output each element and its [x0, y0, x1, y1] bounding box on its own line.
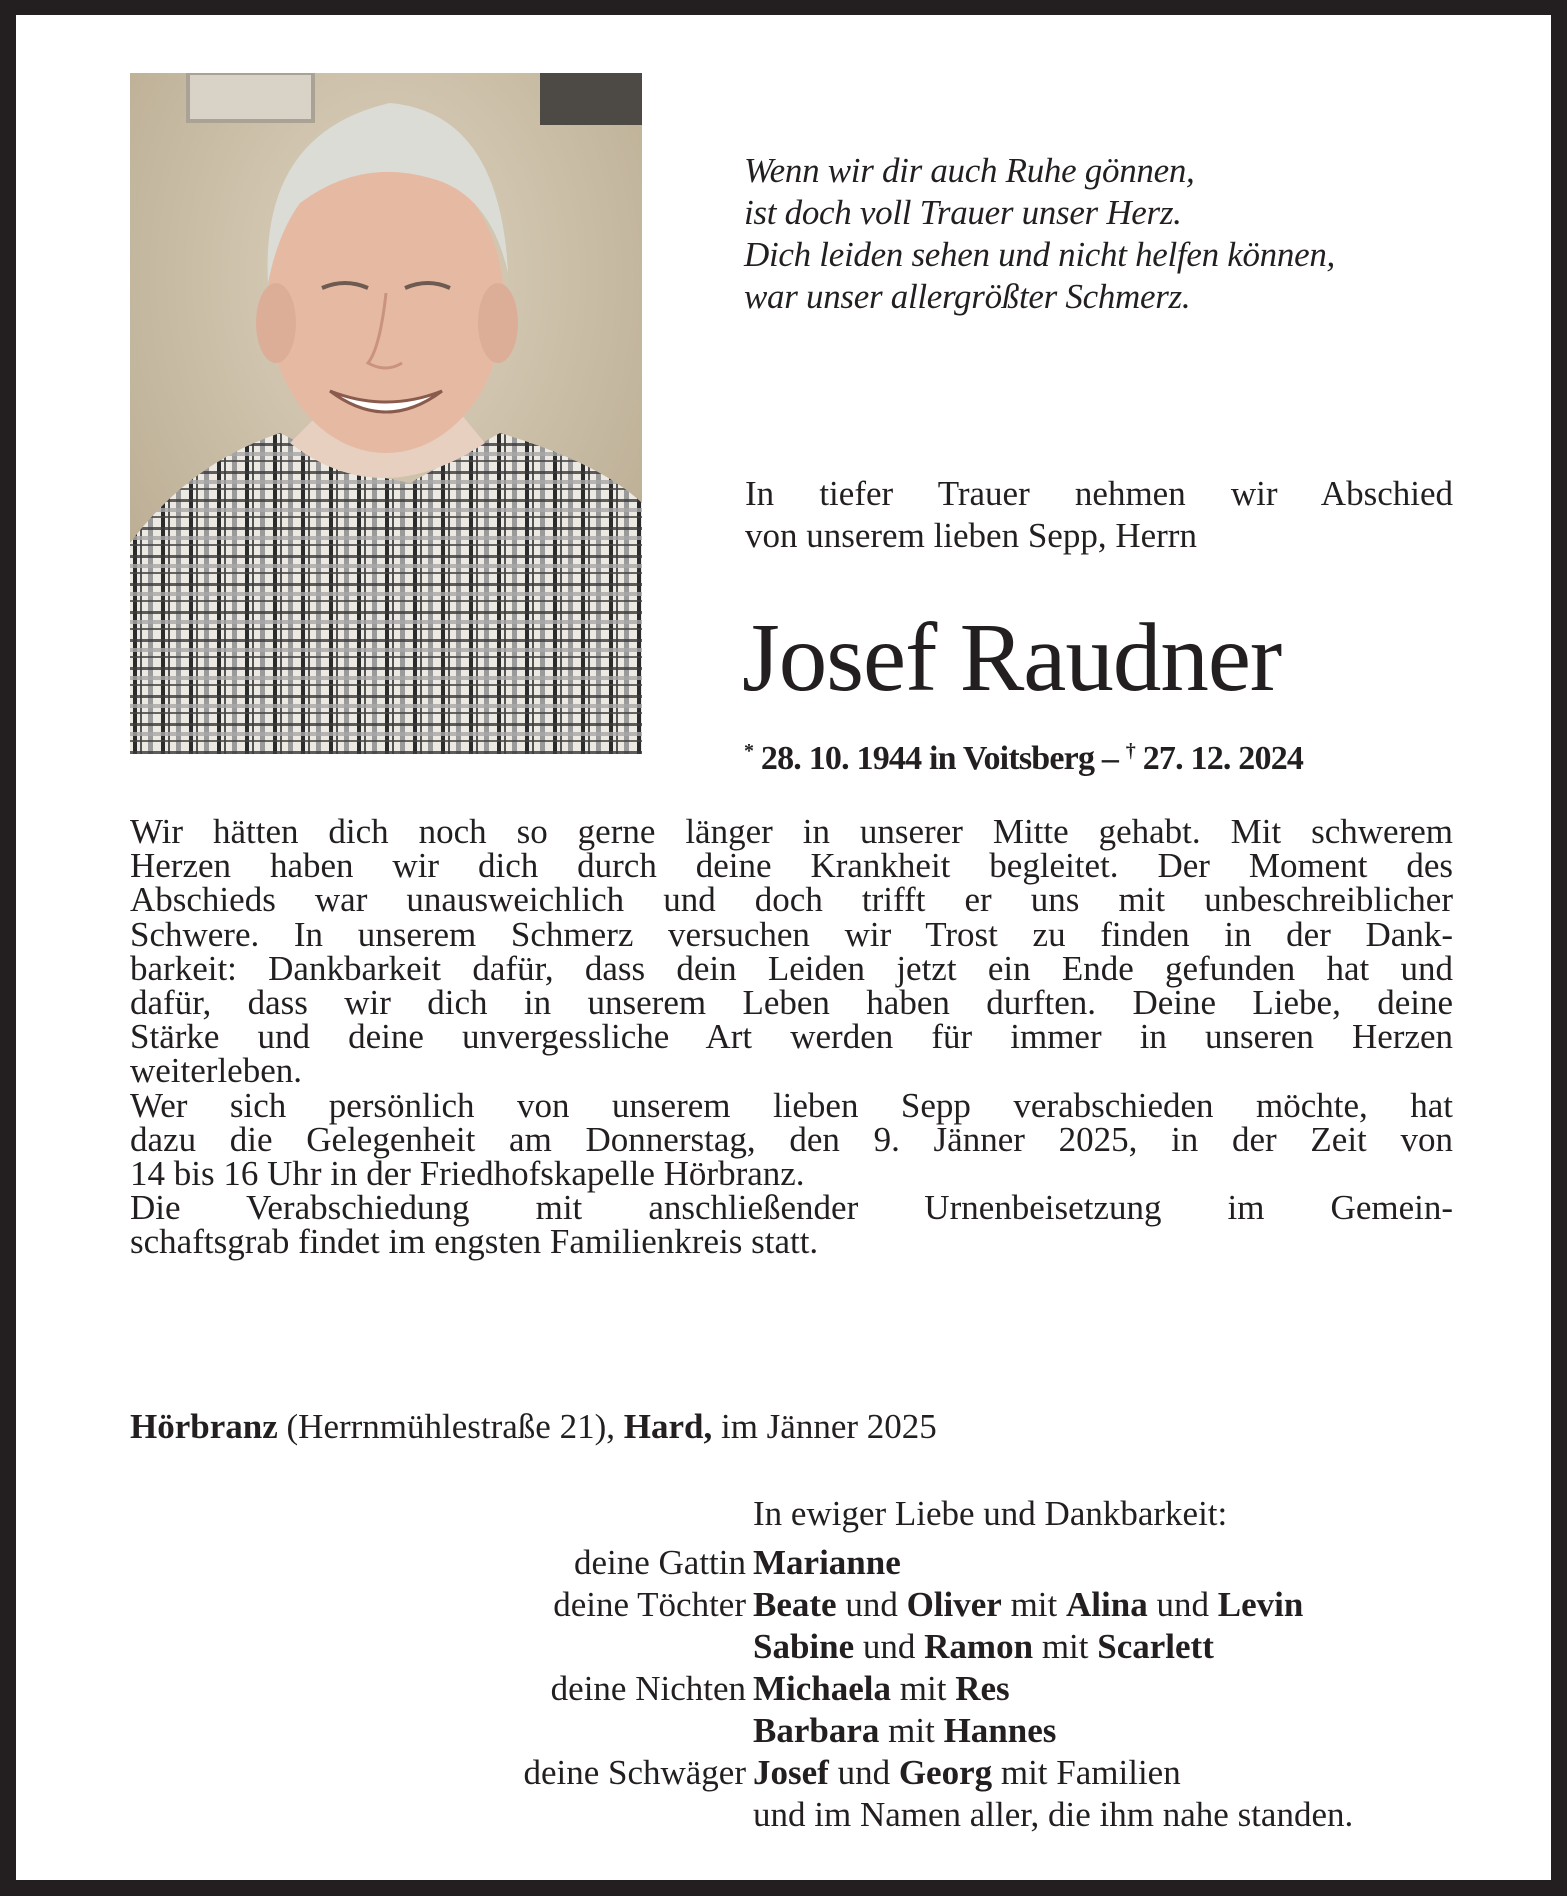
connector-text: mit Familien	[992, 1753, 1181, 1792]
family-row	[130, 1626, 1470, 1668]
intro-line: von unserem lieben Sepp, Herrn	[745, 516, 1197, 555]
obituary-body-text	[130, 812, 1453, 1262]
family-row	[130, 1752, 1470, 1794]
obituary-notice	[16, 15, 1551, 1880]
town-hard: Hard,	[623, 1407, 713, 1446]
body-line: Wir hätten dich noch so gerne länger in unserer Mitte gehabt. Mit schwerem	[130, 812, 1453, 851]
connector-text: mit	[891, 1669, 956, 1708]
relation-label: deine Nichten	[550, 1669, 746, 1708]
family-names	[753, 1794, 1470, 1836]
body-line: schaftsgrab findet im engsten Familienkreis statt.	[130, 1222, 819, 1262]
connector-text: mit	[879, 1711, 944, 1750]
relation-label	[130, 1794, 753, 1836]
life-dates	[744, 730, 1456, 780]
family-member-name: Res	[955, 1669, 1010, 1708]
connector-text: mit	[1001, 1585, 1067, 1624]
family-member-name: Sabine	[753, 1627, 855, 1666]
closing-thanks: In ewiger Liebe und Dankbarkeit:	[753, 1494, 1228, 1533]
body-line: barkeit: Dankbarkeit dafür, dass dein Leiden jetzt ein Ende gefunden hat und	[130, 948, 1453, 988]
family-names	[753, 1668, 1470, 1710]
intro-line: In tiefer Trauer nehmen wir Abschied	[745, 474, 1453, 513]
family-member-name: Georg	[898, 1753, 993, 1792]
family-row	[130, 1584, 1470, 1626]
address: (Herrnmühlestraße 21),	[277, 1407, 624, 1446]
connector-text: und	[854, 1627, 925, 1666]
body-line: dafür, dass wir dich in unserem Leben haben durften. Deine Liebe, deine	[130, 983, 1453, 1023]
farewell-intro	[745, 473, 1453, 557]
family-names	[753, 1710, 1470, 1752]
birth-star-icon: *	[744, 740, 754, 762]
body-line: 14 bis 16 Uhr in der Friedhofskapelle Hörbranz.	[130, 1154, 805, 1194]
body-line: Herzen haben wir dich durch deine Krankheit begleitet. Der Moment des	[130, 846, 1453, 886]
family-names	[753, 1584, 1470, 1626]
family-member-name: Josef	[753, 1753, 829, 1792]
death-date: 27. 12. 2024	[1142, 740, 1304, 777]
relation-label	[130, 1710, 753, 1752]
body-line: dazu die Gelegenheit am Donnerstag, den 9. Jänner 2025, in der Zeit von	[130, 1119, 1453, 1159]
portrait-photo	[130, 73, 642, 754]
family-row	[130, 1794, 1470, 1836]
family-member-name: Alina	[1066, 1585, 1148, 1624]
poem-line: ist doch voll Trauer unser Herz.	[744, 193, 1182, 232]
relation-label: deine Gattin	[573, 1543, 746, 1582]
deceased-name: Josef Raudner	[742, 604, 1282, 711]
town-horbranz: Hörbranz	[130, 1407, 278, 1446]
body-line: Wer sich persönlich von unserem lieben Sepp verabschieden möchte, hat	[130, 1085, 1453, 1125]
connector-text: und	[828, 1753, 899, 1792]
portrait-image	[130, 73, 642, 754]
connector-text: und	[836, 1585, 907, 1624]
body-line: Abschieds war unausweichlich und doch trifft er uns mit unbeschreiblicher	[130, 880, 1453, 920]
family-member-name: Levin	[1217, 1585, 1304, 1624]
family-member-name: Oliver	[906, 1585, 1002, 1624]
family-member-name: Barbara	[753, 1711, 880, 1750]
relation-label: deine Töchter	[553, 1585, 746, 1624]
connector-text: und im Namen aller, die ihm nahe standen.	[753, 1795, 1354, 1834]
relation-label: deine Schwäger	[523, 1753, 746, 1792]
body-line: Schwere. In unserem Schmerz versuchen wir Trost zu finden in der Dank-	[130, 914, 1453, 954]
family-list	[130, 1542, 1470, 1836]
connector-text: und	[1147, 1585, 1218, 1624]
family-member-name: Scarlett	[1097, 1627, 1214, 1666]
date-separator: –	[1094, 740, 1126, 777]
family-row	[130, 1668, 1470, 1710]
memorial-poem	[744, 150, 1335, 318]
family-member-name: Michaela	[753, 1669, 892, 1708]
birth-date-place: 28. 10. 1944 in Voitsberg	[760, 740, 1095, 777]
family-member-name: Beate	[753, 1585, 837, 1624]
family-member-name: Ramon	[924, 1627, 1034, 1666]
poem-line: Wenn wir dir auch Ruhe gönnen,	[744, 151, 1195, 190]
body-line: weiterleben.	[130, 1051, 302, 1091]
family-row	[130, 1710, 1470, 1752]
death-cross-icon: †	[1125, 740, 1135, 762]
family-names	[753, 1542, 1470, 1584]
family-names	[753, 1626, 1470, 1668]
poem-line: Dich leiden sehen und nicht helfen können,	[744, 235, 1335, 274]
poem-line: war unser allergrößter Schmerz.	[744, 277, 1191, 316]
body-line: Die Verabschiedung mit anschließender Urnenbeisetzung im Gemein-	[130, 1188, 1453, 1228]
body-line: Stärke und deine unvergessliche Art werden für immer in unseren Herzen	[130, 1017, 1453, 1057]
family-names	[753, 1752, 1470, 1794]
connector-text: mit	[1033, 1627, 1098, 1666]
family-row	[130, 1542, 1470, 1584]
family-member-name: Hannes	[943, 1711, 1057, 1750]
relation-label	[130, 1626, 753, 1668]
notice-date: im Jänner 2025	[712, 1407, 937, 1446]
place-and-date	[130, 1406, 937, 1448]
family-member-name: Marianne	[753, 1543, 901, 1582]
